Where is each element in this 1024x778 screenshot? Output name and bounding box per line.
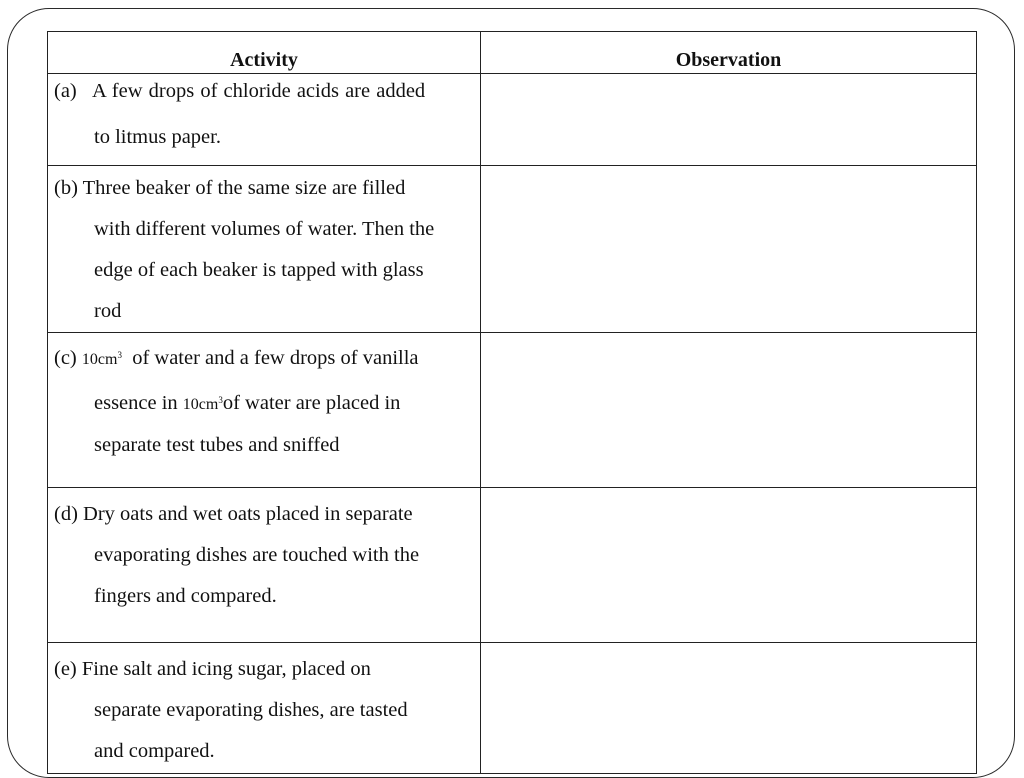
activity-cell [48,74,481,166]
activity-text: A few drops of chloride acids are added [92,80,426,102]
activity-text-continued: edge of each beaker is tapped with glass [94,259,424,281]
volume-quantity: 10cm [81,351,118,368]
table-row [48,488,977,643]
observation-cell[interactable] [481,643,977,774]
activity-text-continued: evaporating dishes are touched with the [94,544,420,566]
activity-cell [48,488,481,643]
row-label: (a) [54,80,77,102]
activity-text-continued: and compared. [94,740,215,762]
activity-text: (b) Three beaker of the same size are filled [54,177,406,199]
unit-exponent: 3 [117,350,122,360]
table-row [48,643,977,774]
activity-observation-table [47,31,977,774]
activity-text: (d) Dry oats and wet oats placed in separate [54,503,413,525]
activity-cell [48,166,481,333]
unit-exponent: 3 [218,395,223,405]
observation-cell[interactable] [481,74,977,166]
activity-text-continued: with different volumes of water. Then the [94,218,435,240]
activity-text: (e) Fine salt and icing sugar, placed on [54,658,371,680]
activity-text-continued: to litmus paper. [94,126,221,148]
table-row [48,333,977,488]
activity-text-continued: of water are placed in [222,392,401,414]
table-row [48,166,977,333]
observation-cell[interactable] [481,166,977,333]
observation-cell[interactable] [481,488,977,643]
table-row [48,74,977,166]
activity-text-continued: fingers and compared. [94,585,277,607]
activity-header: Activity [48,32,481,74]
activity-text-continued: essence in [94,392,178,414]
activity-cell [48,643,481,774]
activity-text-continued: rod [94,300,122,322]
activity-table-container [47,31,976,761]
activity-cell [48,333,481,488]
activity-text-continued: separate test tubes and sniffed [94,434,340,456]
activity-text-continued: separate evaporating dishes, are tasted [94,699,408,721]
volume-quantity: 10cm [182,396,219,413]
activity-text: of water and a few drops of vanilla [132,347,419,369]
observation-cell[interactable] [481,333,977,488]
observation-header: Observation [481,32,977,74]
row-label: (c) [54,347,77,369]
